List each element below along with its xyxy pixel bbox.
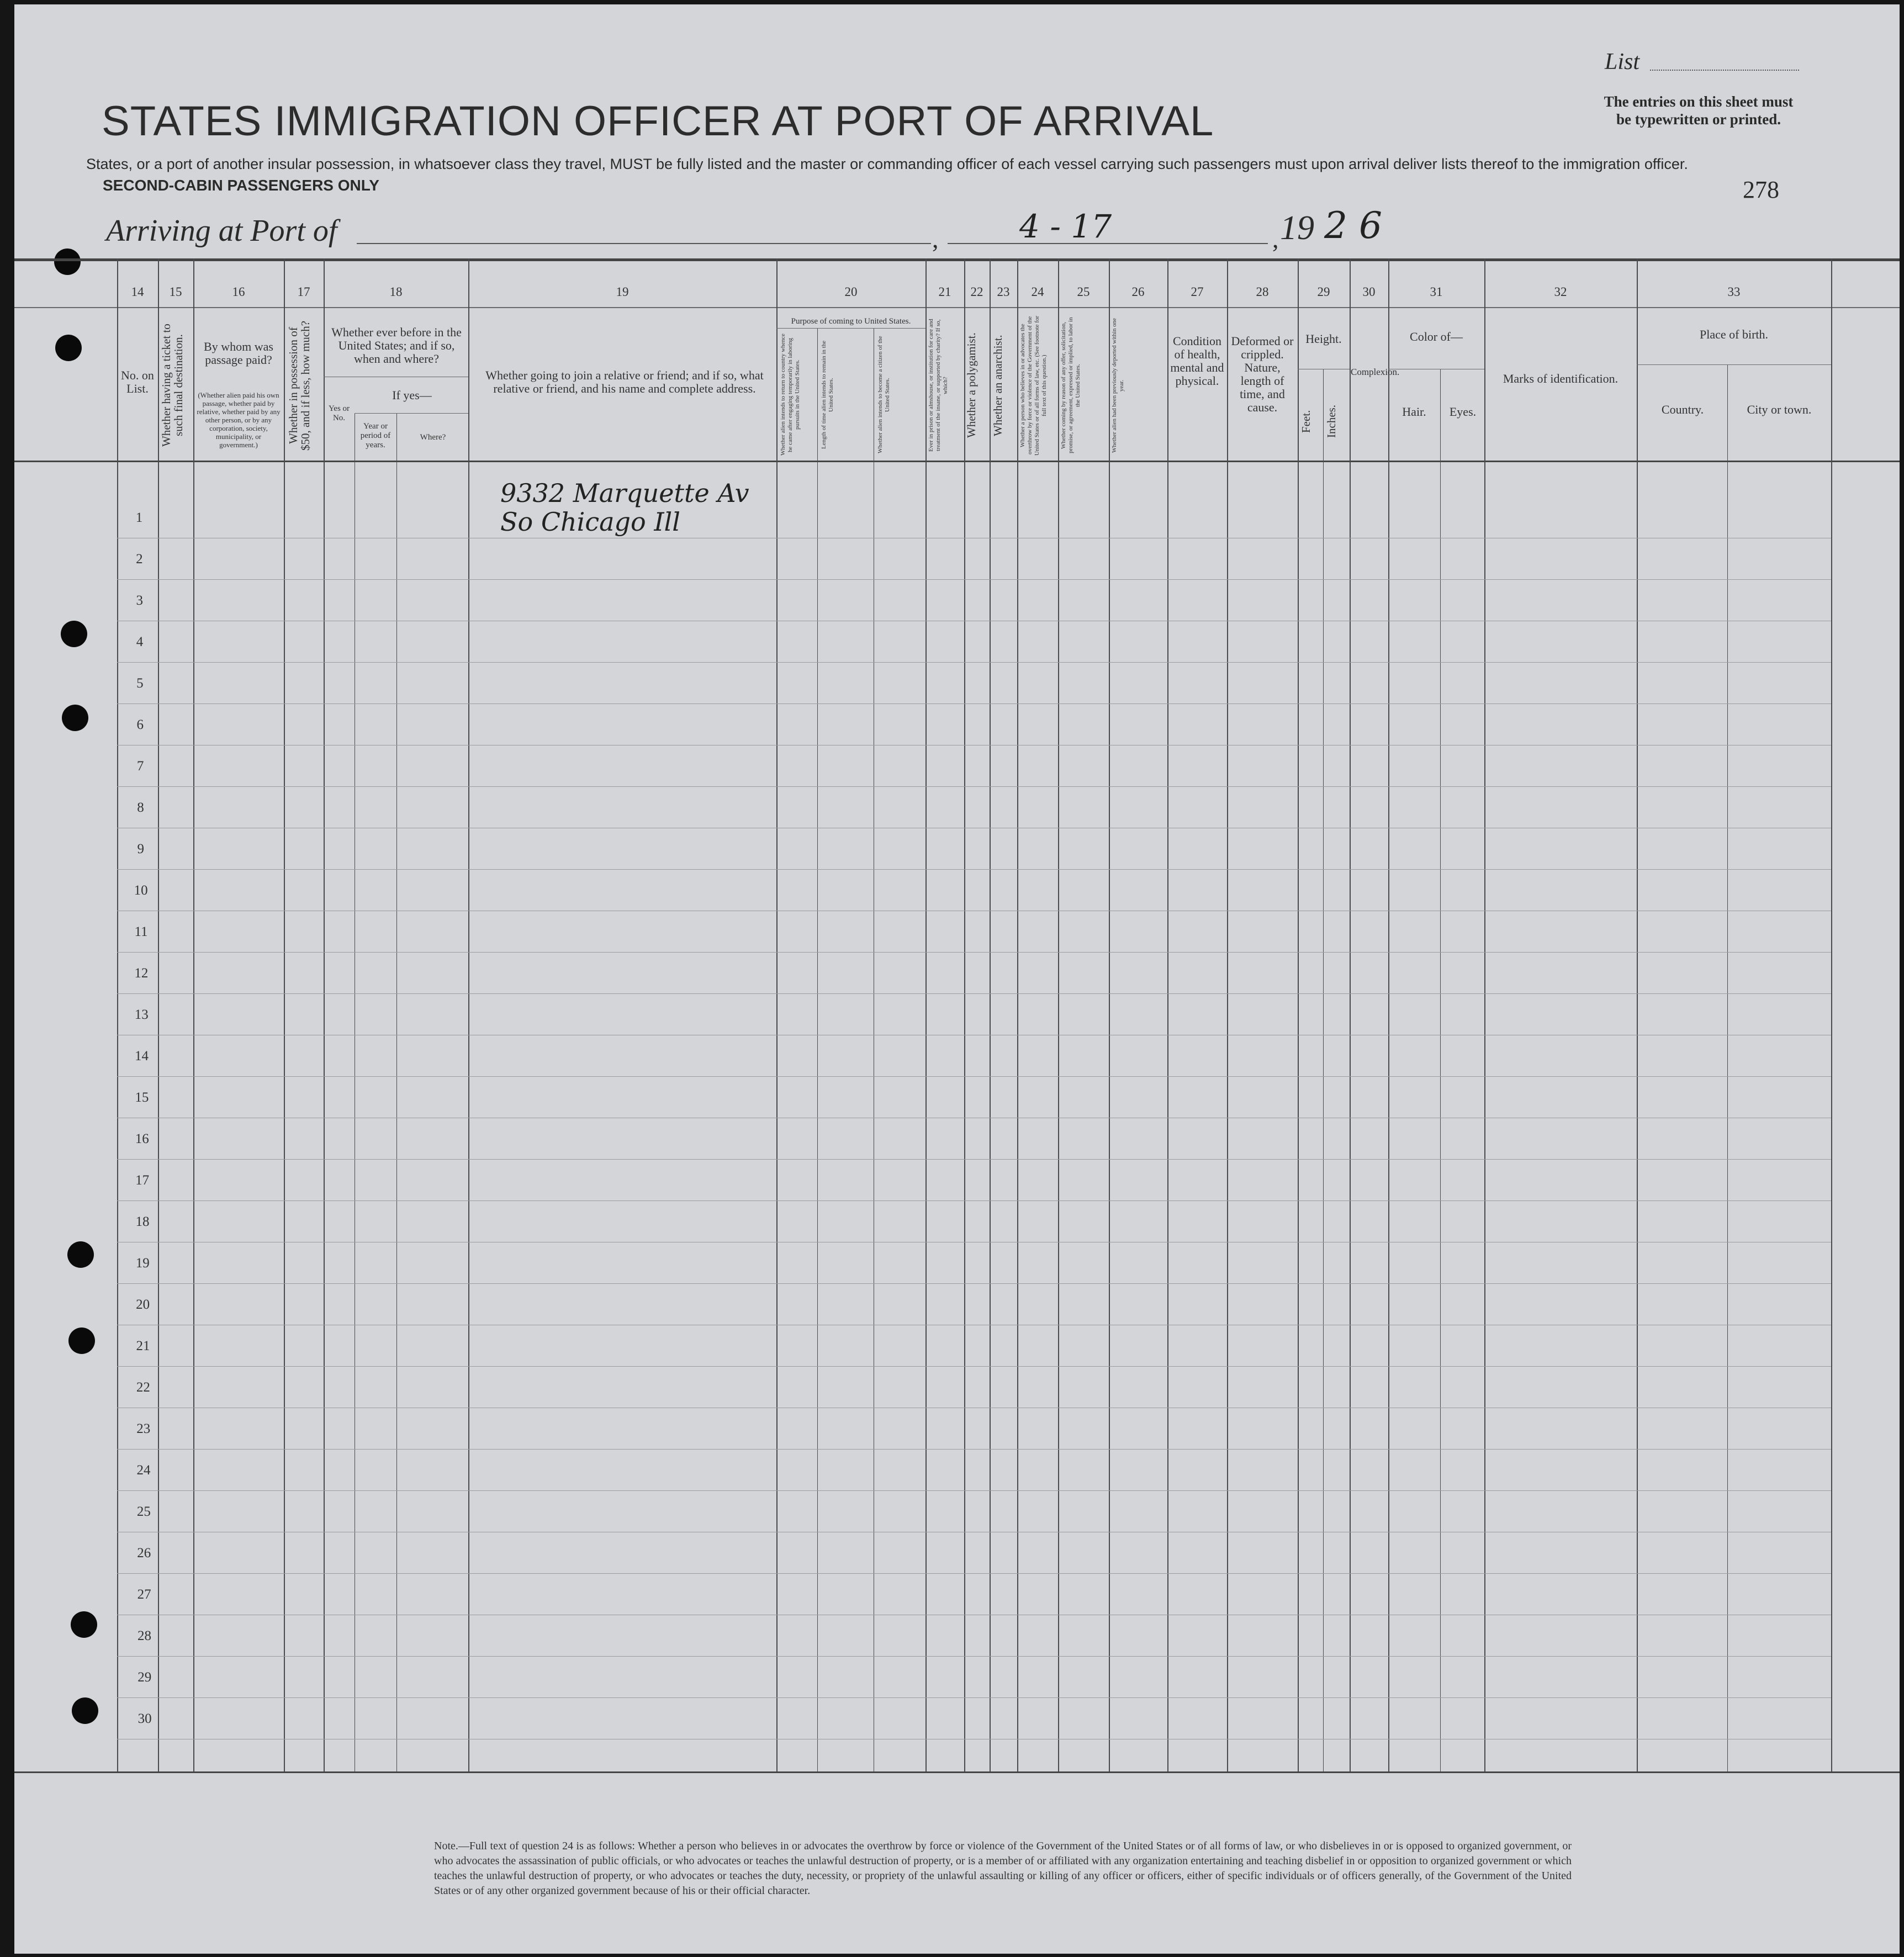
row-rule bbox=[117, 1490, 1831, 1491]
header-yes-or-no: Yes or No. bbox=[328, 404, 350, 422]
row-rule bbox=[117, 1200, 1831, 1201]
col-divider bbox=[1388, 258, 1389, 1771]
row-rule bbox=[117, 869, 1831, 870]
punch-hole bbox=[72, 1697, 98, 1724]
list-number-blank bbox=[1650, 70, 1799, 71]
col-number-31: 31 bbox=[1430, 285, 1443, 299]
col-divider bbox=[1017, 258, 1018, 1771]
header-country: Country. bbox=[1661, 403, 1704, 416]
header-city: City or town. bbox=[1747, 403, 1812, 416]
col-divider bbox=[284, 258, 285, 1771]
col-number-25: 25 bbox=[1077, 285, 1090, 299]
form-title: STATES IMMIGRATION OFFICER AT PORT OF ARRIVAL bbox=[102, 98, 1214, 145]
header-ticket: Whether having a ticket to such final destination. bbox=[160, 324, 185, 447]
punch-hole bbox=[71, 1611, 97, 1638]
row-number: 27 bbox=[137, 1587, 151, 1602]
col-divider bbox=[1298, 258, 1299, 1771]
row-number: 15 bbox=[135, 1090, 149, 1105]
col-divider bbox=[925, 258, 927, 1771]
header-anarchist: Whether an anarchist. bbox=[991, 335, 1004, 436]
row-rule bbox=[117, 1076, 1831, 1077]
col-number-32: 32 bbox=[1554, 285, 1567, 299]
row-rule bbox=[117, 1283, 1831, 1284]
subcol-divider bbox=[396, 413, 397, 1771]
header-bottom-rule bbox=[14, 461, 1900, 462]
row1-address-line1: 9332 Marquette Av bbox=[500, 478, 749, 508]
header-feet: Feet. bbox=[1299, 410, 1313, 433]
col-number-19: 19 bbox=[616, 285, 629, 299]
row-number: 17 bbox=[135, 1173, 150, 1188]
row-number: 12 bbox=[134, 966, 149, 981]
row-number: 25 bbox=[136, 1504, 151, 1519]
col-number-20: 20 bbox=[844, 285, 858, 299]
col-divider bbox=[1831, 258, 1832, 1771]
header-join-relative: Whether going to join a relative or friend; and if so, what relative or friend, and his name and complete address. bbox=[485, 368, 764, 395]
col-divider bbox=[117, 258, 118, 1771]
col-divider bbox=[776, 258, 778, 1771]
row-number: 5 bbox=[136, 676, 144, 691]
year-prefix: 19 bbox=[1280, 209, 1314, 247]
col-divider bbox=[1167, 258, 1168, 1771]
punch-hole bbox=[61, 621, 87, 647]
table-top-border bbox=[14, 258, 1900, 261]
row-number: 29 bbox=[137, 1670, 152, 1685]
row-number: 3 bbox=[136, 593, 143, 608]
arriving-label: Arriving at Port of bbox=[106, 214, 337, 248]
row1-address-line2: So Chicago Ill bbox=[500, 507, 680, 537]
col-number-23: 23 bbox=[997, 285, 1010, 299]
arrival-date: 4 - 17 bbox=[1019, 208, 1112, 245]
col-divider bbox=[324, 258, 325, 1771]
header-fifty-dollars: Whether in possession of $50, and if less, how much? bbox=[287, 320, 312, 451]
header-passage-paid-note: (Whether alien paid his own passage, whether paid by relative, whether paid by any other person, or by any corporation, society, municipality, or government.) bbox=[197, 391, 281, 449]
manifest-sheet bbox=[14, 4, 1900, 1954]
col-number-17: 17 bbox=[297, 285, 310, 299]
header-place-of-birth: Place of birth. bbox=[1699, 327, 1769, 341]
header-prison: Ever in prison or almshouse, or institution for care and treatment of the insane, or supported by charity? If so, which? bbox=[928, 319, 949, 452]
row-number: 26 bbox=[137, 1546, 151, 1561]
typewritten-notice-line2: be typewritten or printed. bbox=[1616, 111, 1781, 128]
row-number: 22 bbox=[136, 1380, 150, 1395]
row-number: 6 bbox=[136, 717, 144, 732]
col-divider bbox=[1227, 258, 1228, 1771]
col-number-27: 27 bbox=[1191, 285, 1204, 299]
col-divider bbox=[1637, 258, 1638, 1771]
header-color-of: Color of— bbox=[1410, 330, 1463, 343]
col-divider bbox=[964, 258, 965, 1771]
col-divider bbox=[158, 258, 159, 1771]
col-divider bbox=[1484, 258, 1485, 1771]
row-rule bbox=[117, 1573, 1831, 1574]
header-year-period: Year or period of years. bbox=[360, 422, 391, 449]
header-height: Height. bbox=[1305, 332, 1342, 346]
year-suffix: 2 6 bbox=[1324, 204, 1382, 247]
row-number: 9 bbox=[137, 842, 145, 856]
header-complexion: Complexion. bbox=[1351, 367, 1400, 377]
row-rule bbox=[117, 1366, 1831, 1367]
row-rule bbox=[117, 1159, 1831, 1160]
col-divider bbox=[193, 258, 194, 1771]
preamble-text: States, or a port of another insular possession, in whatsoever class they travel, MUST be fully listed and the master or commanding officer of each vessel carrying such passengers must upon arrival deliver lists thereof to the immigration officer. bbox=[86, 156, 1688, 172]
header-offer: Whether coming by reason of any offer, solicitation, promise, or agreement, expressed or implied, to labor in the United States. bbox=[1060, 317, 1081, 454]
class-label: SECOND-CABIN PASSENGERS ONLY bbox=[103, 177, 379, 194]
row-number: 18 bbox=[135, 1214, 150, 1229]
list-label: List bbox=[1605, 49, 1640, 75]
row-number: 28 bbox=[137, 1628, 151, 1643]
punch-hole bbox=[54, 248, 81, 275]
header-return-intent: Whether alien intends to return to country whence he came after engaging temporarily in laboring pursuits in the United States. bbox=[780, 334, 801, 456]
col-number-24: 24 bbox=[1031, 285, 1044, 299]
row-rule bbox=[117, 952, 1831, 953]
row-number: 19 bbox=[135, 1256, 150, 1271]
subheader-rule bbox=[1637, 364, 1831, 365]
typewritten-notice-line1: The entries on this sheet must bbox=[1604, 93, 1794, 110]
row-rule bbox=[117, 662, 1831, 663]
punch-hole bbox=[68, 1327, 95, 1354]
row-rule bbox=[117, 1449, 1831, 1450]
row-number: 14 bbox=[135, 1049, 149, 1064]
header-citizen-intent: Whether alien intends to become a citizen of the United States. bbox=[877, 336, 891, 454]
row-number: 1 bbox=[135, 510, 143, 525]
row-number: 11 bbox=[134, 924, 148, 939]
row-rule bbox=[117, 579, 1831, 580]
header-no-on-list: No. on List. bbox=[121, 368, 154, 395]
row-rule bbox=[117, 993, 1831, 994]
subheader-rule bbox=[776, 328, 925, 329]
col-number-15: 15 bbox=[169, 285, 182, 299]
row-number: 4 bbox=[136, 634, 144, 649]
col-divider bbox=[468, 258, 469, 1771]
col-number-21: 21 bbox=[938, 285, 951, 299]
comma: , bbox=[932, 225, 939, 253]
punch-hole bbox=[67, 1241, 94, 1268]
header-polygamist: Whether a polygamist. bbox=[965, 332, 978, 438]
col-number-22: 22 bbox=[970, 285, 983, 299]
col-number-33: 33 bbox=[1727, 285, 1741, 299]
col-number-28: 28 bbox=[1256, 285, 1269, 299]
footnote: Note.—Full text of question 24 is as follows: Whether a person who believes in or advocates the overthrow by force or violence of the Government of the United States or of all forms of law, or who disbelieves in or is opposed to organized government, or who advocates the assassination of public officials, or who advocates or teaches the unlawful destruction of property, or is a member of or affiliated with any organization entertaining and teaching disbelief in or opposition to organized government or which teaches the unlawful destruction of property, or who advocates or teaches the duty, necessity, or propriety of the unlawful assaulting or killing of any officer or officers, either of specific individuals or of officers generally, of the Government of the United States or of any other organized government because of his or their official character. bbox=[434, 1840, 1572, 1897]
row-number: 23 bbox=[136, 1421, 151, 1436]
row-rule bbox=[117, 1656, 1831, 1657]
row-number: 7 bbox=[136, 759, 144, 774]
punch-hole bbox=[55, 335, 82, 361]
row-number: 24 bbox=[136, 1463, 151, 1478]
header-deformed: Deformed or crippled. Nature, length of time, and cause. bbox=[1231, 334, 1294, 414]
col-number-14: 14 bbox=[131, 285, 144, 299]
col-number-26: 26 bbox=[1131, 285, 1145, 299]
header-purpose: Purpose of coming to United States. bbox=[791, 317, 911, 326]
column-number-rule bbox=[14, 307, 1900, 308]
header-passage-paid: By whom was passage paid? bbox=[204, 340, 273, 367]
row-number: 20 bbox=[136, 1297, 150, 1312]
punch-hole bbox=[62, 705, 88, 731]
header-hair: Hair. bbox=[1402, 405, 1426, 419]
row-number: 30 bbox=[137, 1711, 152, 1726]
header-eyes: Eyes. bbox=[1449, 405, 1477, 419]
row-number: 8 bbox=[137, 800, 144, 815]
col-number-18: 18 bbox=[389, 285, 403, 299]
comma: , bbox=[1272, 225, 1279, 253]
row-rule bbox=[117, 1697, 1831, 1698]
header-deported: Whether alien had been previously deported within one year. bbox=[1111, 318, 1125, 453]
header-health: Condition of health, mental and physical. bbox=[1170, 334, 1224, 388]
col-divider bbox=[1109, 258, 1110, 1771]
header-inches: Inches. bbox=[1325, 404, 1338, 438]
row-number: 21 bbox=[136, 1339, 150, 1353]
row-rule bbox=[117, 786, 1831, 787]
row-number: 13 bbox=[134, 1007, 149, 1022]
row-number: 10 bbox=[134, 883, 148, 898]
col-divider bbox=[990, 258, 991, 1771]
table-bottom-border bbox=[14, 1771, 1900, 1773]
subheader-rule bbox=[355, 413, 468, 414]
col-number-29: 29 bbox=[1317, 285, 1330, 299]
row-number: 16 bbox=[135, 1131, 149, 1146]
subcol-divider bbox=[1727, 364, 1728, 1771]
col-divider bbox=[1058, 258, 1059, 1771]
port-blank bbox=[357, 243, 931, 244]
col-number-16: 16 bbox=[232, 285, 245, 299]
col-number-30: 30 bbox=[1362, 285, 1376, 299]
header-ever-before: Whether ever before in the United States; and if so, when and where? bbox=[331, 325, 462, 366]
col-divider bbox=[1350, 258, 1351, 1771]
row-number: 2 bbox=[136, 552, 143, 567]
header-where: Where? bbox=[420, 433, 446, 442]
typewritten-notice bbox=[1549, 93, 1848, 128]
subcol-divider bbox=[817, 328, 818, 1771]
header-marks: Marks of identification. bbox=[1503, 372, 1619, 385]
header-length-of-stay: Length of time alien intends to remain in the United States. bbox=[821, 340, 834, 449]
header-q24: Whether a person who believes in or advocates the overthrow by force or violence of the Government of the United States or of all forms of law, etc. (See footnote for full text of this question.) bbox=[1019, 315, 1048, 456]
sheet-number: 278 bbox=[1743, 176, 1779, 203]
header-if-yes: If yes— bbox=[392, 388, 432, 402]
